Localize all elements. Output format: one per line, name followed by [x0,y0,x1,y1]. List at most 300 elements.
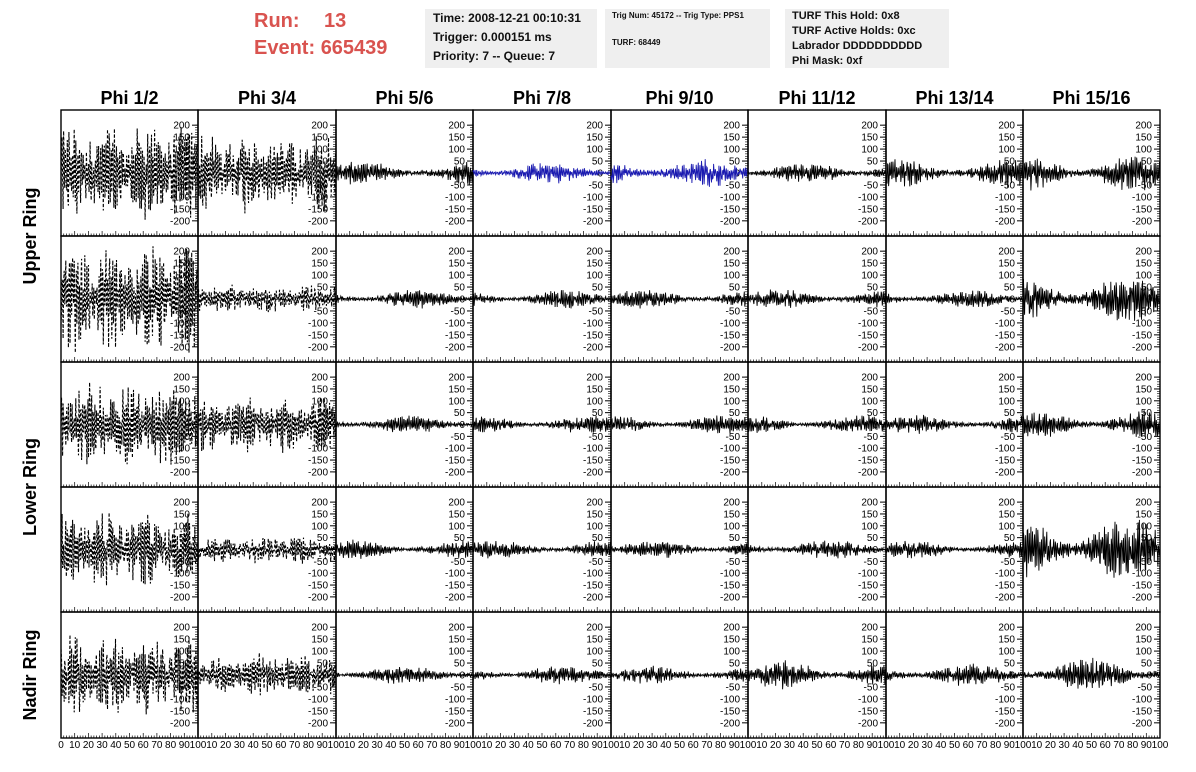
y-tick-label: -50 [1000,431,1015,443]
y-tick-label: -150 [1131,706,1152,718]
y-tick-label: 150 [448,634,465,646]
priority-text: Priority: 7 -- Queue: 7 [433,49,556,63]
x-tick-label: 100 [739,740,757,751]
y-tick-label: 100 [998,646,1015,658]
phi-mask-text: Phi Mask: 0xf [792,55,863,67]
y-tick-label: 50 [316,156,328,168]
y-tick-label: 50 [453,658,465,670]
y-tick-label: -150 [994,455,1015,467]
y-tick-label: -100 [307,694,328,706]
x-tick-label: 70 [564,740,576,751]
y-tick-label: 100 [311,646,328,658]
y-tick-label: -100 [994,568,1015,580]
y-tick-label: -200 [582,467,603,479]
waveform-trace [473,416,611,433]
y-tick-label: 50 [728,282,740,294]
y-tick-label: 100 [998,521,1015,533]
y-tick-label: -50 [1137,431,1152,443]
y-tick-label: -150 [582,204,603,216]
x-tick-label: 90 [728,740,740,751]
y-tick-label: 150 [586,132,603,144]
y-tick-label: 50 [1140,156,1152,168]
y-tick-label: 0 [597,168,603,180]
y-tick-label: -200 [994,718,1015,730]
y-tick-label: 0 [1009,294,1015,306]
y-tick-label: -100 [444,192,465,204]
x-tick-label: 100 [464,740,482,751]
y-tick-label: -50 [1137,682,1152,694]
turf-text: TURF: 68449 [612,38,661,47]
y-tick-label: -200 [857,342,878,354]
x-tick-label: 20 [1044,740,1056,751]
x-tick-label: 60 [1099,740,1111,751]
y-tick-label: 100 [998,396,1015,408]
y-tick-label: 50 [316,408,328,420]
y-tick-label: 150 [448,509,465,521]
x-tick-label: 10 [1031,740,1043,751]
trig-num-text: Trig Num: 45172 -- Trig Type: PPS1 [612,11,744,20]
y-tick-label: 0 [184,420,190,431]
x-tick-label: 50 [398,740,411,751]
y-tick-label: 100 [723,270,740,282]
x-tick-label: 80 [715,740,727,751]
y-tick-label: 150 [1135,132,1152,144]
y-tick-label: -150 [994,580,1015,592]
y-tick-label: -100 [307,568,328,580]
waveform-trace [886,541,1023,558]
y-tick-label: -150 [719,706,740,718]
x-tick-label: 20 [495,740,507,751]
y-tick-label: -200 [994,592,1015,604]
y-tick-label: -100 [857,694,878,706]
y-tick-label: 200 [998,622,1015,634]
y-tick-label: 50 [866,156,878,168]
y-tick-label: 150 [861,634,878,646]
waveform-trace [886,291,1023,307]
y-tick-label: 150 [311,384,328,396]
x-tick-label: 20 [632,740,644,751]
x-tick-label: 90 [1003,740,1015,751]
y-tick-label: 0 [734,168,740,180]
x-tick-label: 30 [646,740,658,751]
y-tick-label: 100 [1135,521,1152,533]
y-tick-label: -50 [588,682,603,694]
y-tick-label: 150 [998,634,1015,646]
y-tick-label: 100 [861,144,878,156]
y-tick-label: 0 [734,670,740,682]
y-tick-label: 100 [448,396,465,408]
y-tick-label: 0 [459,420,465,431]
y-tick-label: -150 [857,330,878,342]
x-tick-label: 90 [591,740,603,751]
y-tick-label: -100 [1131,443,1152,455]
y-tick-label: 150 [173,258,190,270]
y-tick-label: 100 [311,144,328,156]
y-tick-label: -150 [307,706,328,718]
y-tick-label: -100 [169,192,190,204]
waveform-trace [198,282,336,312]
y-tick-label: -100 [857,568,878,580]
y-tick-label: 200 [173,246,190,258]
y-tick-label: 200 [1135,497,1152,509]
y-tick-label: -200 [857,467,878,479]
x-tick-label: 30 [783,740,795,751]
y-tick-label: 200 [723,497,740,509]
y-tick-label: 150 [173,384,190,396]
y-tick-label: 150 [448,258,465,270]
y-tick-label: 100 [1135,396,1152,408]
y-tick-label: 200 [586,497,603,509]
y-tick-label: -150 [994,204,1015,216]
x-tick-label: 80 [302,740,314,751]
y-tick-label: 200 [448,372,465,384]
waveform-trace [336,667,473,684]
y-tick-label: 200 [311,372,328,384]
y-tick-label: 150 [723,258,740,270]
y-tick-label: 0 [459,168,465,180]
y-tick-label: 0 [322,168,328,180]
waveform-trace [611,542,748,558]
y-tick-label: 50 [866,533,878,545]
y-tick-label: -50 [313,682,328,694]
x-tick-label: 50 [1085,740,1098,751]
y-tick-label: -50 [725,180,740,192]
x-tick-label: 50 [536,740,548,751]
y-tick-label: -50 [588,431,603,443]
x-tick-label: 70 [701,740,713,751]
y-tick-label: -100 [169,443,190,455]
y-tick-label: 0 [734,420,740,431]
y-tick-label: -150 [1131,330,1152,342]
x-tick-label: 10 [619,740,631,751]
y-tick-label: 150 [1135,258,1152,270]
y-tick-label: -200 [719,718,740,730]
x-tick-label: 60 [412,740,424,751]
y-tick-label: 200 [448,622,465,634]
y-tick-label: 150 [723,509,740,521]
x-tick-label: 70 [839,740,851,751]
y-tick-label: -100 [994,694,1015,706]
y-tick-label: 150 [1135,384,1152,396]
y-tick-label: 100 [448,646,465,658]
x-tick-label: 70 [151,740,163,751]
x-tick-label: 70 [426,740,438,751]
y-tick-label: -150 [307,455,328,467]
y-tick-label: 0 [322,420,328,431]
x-tick-label: 50 [673,740,686,751]
x-tick-label: 90 [453,740,465,751]
x-tick-label: 80 [852,740,864,751]
y-tick-label: 150 [586,384,603,396]
y-tick-label: 200 [723,246,740,258]
column-header: Phi 7/8 [512,88,572,108]
y-tick-label: -200 [719,216,740,228]
x-tick-label: 80 [440,740,452,751]
y-tick-label: 50 [1140,658,1152,670]
y-tick-label: -150 [719,204,740,216]
y-tick-label: 200 [723,120,740,132]
y-tick-label: -100 [994,443,1015,455]
x-tick-label: 100 [877,740,895,751]
waveform-trace [748,541,886,559]
y-tick-label: -150 [857,204,878,216]
x-tick-label: 100 [1014,740,1032,751]
y-tick-label: -200 [582,592,603,604]
y-tick-label: -100 [1131,318,1152,330]
y-tick-label: -100 [1131,694,1152,706]
x-tick-label: 80 [165,740,177,751]
y-tick-label: 100 [173,270,190,282]
y-tick-label: -150 [307,580,328,592]
column-header: Phi 13/14 [915,88,994,108]
y-tick-label: -50 [863,556,878,568]
y-tick-label: 200 [586,622,603,634]
y-tick-label: -200 [169,342,190,354]
y-tick-label: -100 [307,318,328,330]
y-tick-label: 200 [723,372,740,384]
y-tick-label: 200 [311,120,328,132]
y-tick-label: -100 [444,318,465,330]
y-tick-label: 100 [998,270,1015,282]
x-tick-label: 50 [123,740,136,751]
y-tick-label: 200 [586,246,603,258]
y-tick-label: -50 [863,180,878,192]
y-tick-label: 100 [861,396,878,408]
x-tick-label: 10 [206,740,218,751]
turf-active-text: TURF Active Holds: 0xc [792,25,916,37]
y-tick-label: -150 [857,455,878,467]
y-tick-label: -50 [1000,682,1015,694]
y-tick-label: 50 [316,658,328,670]
y-tick-label: 150 [723,132,740,144]
y-tick-label: -100 [719,192,740,204]
y-tick-label: -200 [307,718,328,730]
y-tick-label: 150 [448,384,465,396]
y-tick-label: -200 [857,592,878,604]
y-tick-label: 100 [586,646,603,658]
x-tick-label: 40 [110,740,122,751]
event-value: 665439 [320,37,388,59]
y-tick-label: -150 [169,706,190,718]
y-tick-label: 200 [311,246,328,258]
x-tick-label: 50 [811,740,823,751]
y-tick-label: 200 [173,372,190,384]
y-tick-label: 50 [1003,156,1015,168]
y-tick-label: 150 [311,634,328,646]
x-tick-label: 40 [1072,740,1084,751]
y-tick-label: -100 [582,568,603,580]
y-tick-label: 100 [861,646,878,658]
row-label: Upper Ring [20,187,40,285]
y-tick-label: 100 [998,144,1015,156]
x-tick-label: 90 [866,740,878,751]
y-tick-label: 150 [998,509,1015,521]
y-tick-label: -150 [444,204,465,216]
y-tick-label: -150 [719,455,740,467]
y-tick-label: 50 [728,533,740,545]
column-header: Phi 3/4 [237,88,297,108]
y-tick-label: -200 [307,592,328,604]
y-tick-label: -50 [450,180,465,192]
y-tick-label: 50 [1003,658,1015,670]
y-tick-label: 0 [1146,294,1152,306]
y-tick-label: 0 [872,294,878,306]
y-tick-label: -200 [444,342,465,354]
y-tick-label: 0 [1009,420,1015,431]
x-tick-label: 40 [522,740,534,751]
y-tick-label: 200 [861,497,878,509]
y-tick-label: -200 [169,216,190,228]
y-tick-label: 150 [173,509,190,521]
x-tick-label: 100 [189,740,207,751]
y-tick-label: 100 [586,270,603,282]
y-tick-label: 150 [861,384,878,396]
y-tick-label: 100 [1135,646,1152,658]
y-tick-label: 50 [591,408,603,420]
y-tick-label: 50 [178,533,190,545]
y-tick-label: -200 [719,342,740,354]
y-tick-label: 50 [866,282,878,294]
x-tick-label: 100 [1151,740,1169,751]
y-tick-label: 50 [1003,282,1015,294]
y-tick-label: 50 [453,282,465,294]
y-tick-label: 150 [311,258,328,270]
y-tick-label: 200 [311,497,328,509]
y-tick-label: 200 [861,120,878,132]
x-tick-label: 30 [371,740,383,751]
y-tick-label: 50 [591,533,603,545]
y-tick-label: -200 [169,592,190,604]
y-tick-label: 200 [1135,246,1152,258]
y-tick-label: 100 [1135,270,1152,282]
y-tick-label: -100 [307,443,328,455]
y-tick-label: 100 [1135,144,1152,156]
y-tick-label: 150 [998,384,1015,396]
trigger-text: Trigger: 0.000151 ms [433,30,552,44]
y-tick-label: -50 [725,556,740,568]
y-tick-label: -150 [169,455,190,467]
y-tick-label: -150 [444,580,465,592]
x-tick-label: 20 [220,740,232,751]
y-tick-label: -50 [1137,180,1152,192]
y-tick-label: 150 [311,509,328,521]
y-tick-label: -150 [1131,204,1152,216]
y-tick-label: -200 [1131,718,1152,730]
y-tick-label: 0 [1146,168,1152,180]
y-tick-label: 100 [448,144,465,156]
y-tick-label: -50 [1000,306,1015,318]
y-tick-label: 100 [723,144,740,156]
x-tick-label: 40 [385,740,397,751]
y-tick-label: 50 [591,658,603,670]
y-tick-label: 100 [311,521,328,533]
waveform-trace [1023,279,1160,321]
y-tick-label: -50 [450,431,465,443]
x-tick-label: 70 [1113,740,1125,751]
y-tick-label: -50 [313,431,328,443]
y-tick-label: -50 [588,306,603,318]
y-tick-label: -200 [994,216,1015,228]
y-tick-label: 50 [316,533,328,545]
y-tick-label: -50 [1000,556,1015,568]
x-tick-label: 90 [316,740,328,751]
waveform-trace [611,416,748,434]
y-tick-label: 50 [453,156,465,168]
y-tick-label: 150 [1135,634,1152,646]
column-header: Phi 1/2 [100,88,159,108]
waveform-trace [748,164,886,181]
x-tick-label: 60 [825,740,837,751]
y-tick-label: -200 [444,592,465,604]
waveform-trace [473,541,611,558]
y-tick-label: -150 [444,706,465,718]
y-tick-label: -150 [307,330,328,342]
x-tick-label: 10 [344,740,356,751]
y-tick-label: -50 [175,180,190,192]
y-tick-label: 200 [998,372,1015,384]
y-tick-label: 0 [734,545,740,556]
y-tick-label: 200 [861,246,878,258]
y-tick-label: -50 [725,682,740,694]
y-tick-label: 150 [723,384,740,396]
y-tick-label: -100 [719,568,740,580]
y-tick-label: 50 [453,533,465,545]
y-tick-label: -100 [719,694,740,706]
y-tick-label: -150 [582,580,603,592]
y-tick-label: 100 [311,270,328,282]
y-tick-label: 0 [322,545,328,556]
y-tick-label: -50 [863,431,878,443]
y-tick-label: 150 [1135,509,1152,521]
y-tick-label: 0 [734,294,740,306]
y-tick-label: 0 [597,545,603,556]
y-tick-label: 150 [861,258,878,270]
y-tick-label: -100 [582,318,603,330]
y-tick-label: 100 [173,521,190,533]
y-tick-label: 200 [998,120,1015,132]
waveform-trace [748,416,886,433]
y-tick-label: 150 [723,634,740,646]
y-tick-label: 100 [173,646,190,658]
y-tick-label: -200 [857,718,878,730]
y-tick-label: 0 [184,545,190,556]
x-tick-label: 30 [921,740,933,751]
x-tick-label: 90 [1140,740,1152,751]
x-tick-label: 80 [990,740,1002,751]
y-tick-label: -50 [313,306,328,318]
y-tick-label: -200 [582,718,603,730]
x-tick-label: 60 [275,740,287,751]
run-value: 13 [324,10,347,32]
y-tick-label: -100 [857,318,878,330]
y-tick-label: 200 [311,622,328,634]
y-tick-label: -100 [857,192,878,204]
y-tick-label: -150 [307,204,328,216]
waveform-trace [611,666,748,684]
y-tick-label: -150 [1131,455,1152,467]
y-tick-label: 50 [178,658,190,670]
y-tick-label: -100 [582,694,603,706]
y-tick-label: 200 [1135,372,1152,384]
y-tick-label: -200 [307,467,328,479]
y-tick-label: 0 [1146,670,1152,682]
y-tick-label: 200 [173,497,190,509]
y-tick-label: -200 [1131,467,1152,479]
y-tick-label: 150 [861,509,878,521]
y-tick-label: -100 [444,694,465,706]
x-tick-label: 10 [756,740,768,751]
y-tick-label: 200 [998,246,1015,258]
